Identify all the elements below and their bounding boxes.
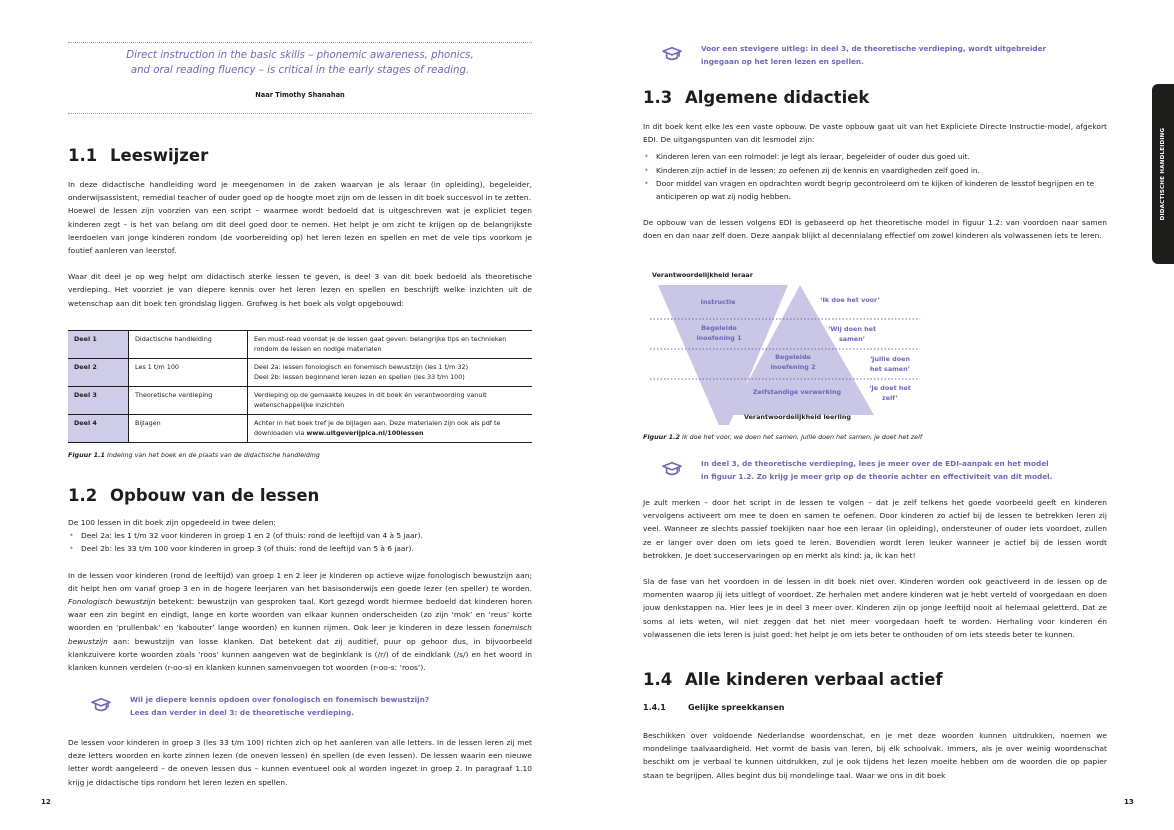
list-item-text: Deel 2b: les 33 t/m 100 voor kinderen in groep 3 (of thuis: rond de leeftijd van 5 à 6 jaar). (81, 544, 414, 554)
section-number: 1.2 (68, 486, 98, 505)
chapter-side-tab[interactable] (1152, 84, 1174, 264)
section-1-2-body-cont (68, 736, 532, 789)
graduation-cap-icon (661, 45, 683, 63)
section-1-1-body (68, 178, 532, 310)
phase-begeleide-inoefening-2: Begeleide inoefening 2 (770, 353, 816, 371)
cell-deel: Deel 4 (68, 415, 129, 443)
paragraph: In deze didactische handleiding word je meegenomen in de zaken waarvan je als leraar (in opleiding), begeleider, onderwijsassistent, remedial teacher of ouder goed op de hoogte moet zijn om de lessen in dit boek succesvol in te zetten. (68, 180, 532, 203)
caption-text: Ik doe het voor, we doen het samen, jullie doen het samen, je doet het zelf (681, 433, 923, 441)
section-1-3-body-cont (643, 496, 1107, 641)
paragraph: Je zult merken – door het script in de lessen te volgen – dat je zelf telkens het goede voorbeeld geeft en kinderen vervolgens activeert om mee te doen en samen te oefenen. Door kinderen zo actief bij de lessen te betrekken leren zij veel. Wanneer ze slechts passief toekijken naar hoe een leraar (in opleiding), ondersteuner of ouder iets voordoet, zullen ze er langer over doen om iets goed te leren. Bovendien wordt leren leuker wanneer je actief bij de lessen wordt betrokken. Je doet succeservaringen op en merkt als kind: ja, ik kan het! (643, 498, 1107, 560)
phase-begeleide-inoefening-1: Begeleide inoefening 1 (696, 324, 742, 342)
list-item (643, 177, 1107, 203)
edi-model-figure (650, 265, 920, 425)
phase-quote: ‘Jullie doen het samen’ (869, 355, 911, 373)
section-title: Opbouw van de lessen (110, 486, 320, 505)
subsection-number: 1.4.1 (643, 703, 666, 712)
tip-line: in figuur 1.2. Zo krijg je meer grip op de theorie achter en effectiviteit van dit model. (701, 471, 1053, 481)
list-item (643, 150, 1107, 163)
text: In de lessen voor kinderen (rond de leeftijd) van groep 1 en 2 leer je kinderen op actieve wijze fonologisch bewustzijn aan; dit helpt hen om vanaf groep 3 en in de hogere leerjaren van het basisonderwijs een goede lezer (en speller) te worden. (68, 570, 532, 593)
cell-name: Les 1 t/m 100 (129, 359, 248, 387)
table-row (68, 415, 532, 443)
caption-label: Figuur 1.2 (643, 433, 680, 441)
paragraph: Beschikken over voldoende Nederlandse woordenschat, en je met deze woorden kunnen uitdrukken, noemen we mondelinge taalvaardigheid. Het vormt de basis van leren, bij elk schoolvak. Immers, als je over weinig woordenschat beschikt om je verbaal te kunnen uitdrukken, zul je ook tijdens het lezen moeite hebben om de woorden die op papier staan te begrijpen. Alles begint dus bij mondelinge taal. Waar we ons in dit boek (643, 731, 1107, 780)
caption-text: Indeling van het boek en de plaats van de didactische handleiding (106, 451, 320, 459)
tip-line: Wil je diepere kennis opdoen over fonologisch en fonemisch bewustzijn? (130, 695, 430, 704)
subsection-title: Gelijke spreekkansen (688, 703, 785, 712)
bullet-list (643, 150, 1107, 203)
list-item (68, 542, 532, 555)
paragraph: Hoewel de lessen zijn voorzien van een script – waarmee wordt bedoeld dat is uitgeschreven wat je expliciet tegen kinderen zegt – is het van belang om dit deel goed door te nemen. Het helpt je om zicht te krijgen op de belangrijkste leerdoelen van jonge kinderen rondom (de voorbereiding op) het leren lezen en spellen en met de vele tips voorkom je foutief aanleren van leerstof. (68, 206, 532, 256)
cell-description (248, 359, 533, 387)
phase-quote: ‘Ik doe het voor’ (820, 296, 880, 304)
figure-bottom-label: Verantwoordelijkheid leerling (744, 413, 851, 421)
cell-description (248, 415, 533, 443)
table-row (68, 359, 532, 387)
quote-line: Direct instruction in the basic skills – phonemic awareness, phonics, (126, 50, 474, 61)
phase-quote: ‘Je doet het zelf’ (869, 384, 911, 402)
cell-name: Theoretische verdieping (129, 387, 248, 415)
tip-callout (701, 458, 1121, 483)
cell-description (248, 331, 533, 359)
paragraph: De 100 lessen in dit boek zijn opgedeeld in twee delen: (68, 518, 276, 527)
section-heading-1-1 (68, 146, 208, 165)
graduation-cap-icon (661, 460, 683, 478)
side-tab-label: DIDACTISCHE HANDLEIDING (1160, 127, 1166, 221)
section-number: 1.1 (68, 146, 98, 165)
paragraph: Waar dit deel je op weg helpt om didactisch sterke lessen te geven, is deel 3 van dit boek bedoeld als theoretische verdieping. Het voorziet je van diepere kennis over het leren lezen en spellen en beschrijft welke inzichten uit de wetenschap aan dit boek ten grondslag liggen. Grofweg is het boek als volgt opgebouwd: (68, 272, 532, 308)
tip-callout (130, 694, 530, 719)
subsection-heading-1-4-1 (643, 703, 784, 712)
bullet-list (68, 529, 532, 555)
bullet-icon: • (644, 152, 649, 162)
paragraph: Sla de fase van het voordoen in de lessen in dit boek niet over. Kinderen worden ook geactiveerd in de lessen op de momenten waarop jij iets uitlegt of voordoet. Ze herhalen met andere kinderen wat je hebt verteld of voorgedaan en doen jouw denkstappen na. Hier lees je in deel 3 meer over. Kinderen zijn op jonge leeftijd nooit al helemaal geletterd. Dat ze soms al iets weten, wil niet zeggen dat het niet meer voorgedaan hoeft te worden. Herhaling voor kinderen én volwassenen die iets leren is juist goed: het helpt je om iets beter te onthouden of om iets steeds beter te kunnen. (643, 577, 1107, 639)
cell-description (248, 387, 533, 415)
section-heading-1-3 (643, 88, 869, 107)
text: betekent: bewustzijn van gesproken taal. Kort gezegd wordt hiermee bedoeld dat kinderen horen waar een zin begint en eindigt, lange en korte woorden van elkaar kunnen onderscheiden (zo zijn ‘mok’ en ‘reus’ korte woorden en ‘prullenbak’ en ‘kabouter’ lange woorden) en kunnen rijmen. Ook leer je kinderen in deze lessen (68, 597, 532, 633)
bullet-icon: • (644, 165, 649, 175)
phase-instructie: Instructie (700, 298, 736, 306)
dotted-divider (68, 42, 532, 43)
section-title: Alle kinderen verbaal actief (685, 670, 943, 689)
cell-deel: Deel 1 (68, 331, 129, 359)
pull-quote (68, 49, 532, 78)
cell-deel: Deel 2 (68, 359, 129, 387)
cell-name: Didactische handleiding (129, 331, 248, 359)
figure-top-label: Verantwoordelijkheid leraar (652, 271, 753, 279)
text: aan: bewustzijn van losse klanken. Dat betekent dat zij auditief, puur op gehoor dus, in bijvoorbeeld klankzuivere korte woorden zoals ‘roos’ kunnen aangeven wat de beginklank is (/r/) of de eindklank (/s/) en het woord in klanken kunnen verdelen (r-oo-s) en klanken kunnen samenvoegen tot woorden (r-oo-s: ‘roos’). (68, 636, 532, 673)
section-1-2-body (68, 516, 532, 674)
list-item-text: Kinderen zijn actief in de lessen: zo oefenen zij de kennis en vaardigheden zelf goed in. (656, 165, 980, 175)
paragraph (68, 569, 532, 675)
emphasis: Fonologisch bewustzijn (68, 597, 156, 607)
list-item (68, 529, 532, 542)
section-1-3-body (643, 120, 1107, 243)
page-number: 13 (1124, 798, 1134, 806)
page-number: 12 (41, 798, 51, 806)
tip-line: Voor een stevigere uitleg: in deel 3, de theoretische verdieping, wordt uitgebreider (701, 44, 1047, 53)
section-1-4-body (643, 729, 1107, 782)
bullet-icon: • (644, 178, 649, 188)
description-text: Achter in het boek tref je de bijlagen aan. Deze materialen zijn ook als pdf te downloaden via (254, 419, 501, 437)
section-title: Leeswijzer (110, 146, 209, 165)
tip-line: In deel 3, de theoretische verdieping, lees je meer over de EDI-aanpak en het model (701, 459, 1049, 468)
emphasis: fonemisch bewustzijn (68, 623, 532, 646)
paragraph: De lessen voor kinderen in groep 3 (les 33 t/m 100) richten zich op het aanleren van alle letters. In de lessen leren zij met deze letters woorden en korte zinnen lezen (de oneven lessen) én spellen (de even lessen). De lessen waarin een nieuwe letter wordt aangeleerd – de oneven lessen dus – kunnen eventueel ook al worden ingezet in groep 2. In paragraaf 1.10 krijg je didactische tips rondom het leren lezen en spellen. (68, 738, 532, 787)
section-number: 1.4 (643, 670, 673, 689)
section-heading-1-2 (68, 486, 319, 505)
list-item-text: Door middel van vragen en opdrachten wordt begrip gecontroleerd om te kijken of kinderen de lesstof begrijpen en te anticiperen op wat zij nodig hebben. (656, 178, 1095, 202)
caption-label: Figuur 1.1 (68, 451, 105, 459)
description-text: Verdieping op de gemaakte keuzes in dit boek én verantwoording vanuit wetenschappelijke inzichten (254, 391, 487, 409)
description-text: Een must-read voordat je de lessen gaat geven: belangrijke tips en technieken rondom de lessen en nodige materialen (254, 335, 507, 353)
cell-name: Bijlagen (129, 415, 248, 443)
description-text: Deel 2a: lessen fonologisch en fonemisch bewustzijn (les 1 t/m 32) Deel 2b: lessen beginnend leren lezen en spellen (les 33 t/m 100) (254, 363, 469, 381)
table-row (68, 331, 532, 359)
quote-source: Naar Timothy Shanahan (255, 91, 345, 99)
bullet-icon: • (69, 544, 74, 554)
download-link[interactable]: www.uitgeverijpica.nl/100lessen (306, 428, 424, 437)
cell-deel: Deel 3 (68, 387, 129, 415)
list-item (643, 164, 1107, 177)
bullet-icon: • (69, 531, 74, 541)
figure-caption-1-2 (643, 433, 922, 441)
phase-quote: ‘Wij doen het samen’ (827, 325, 877, 343)
graduation-cap-icon (90, 696, 112, 714)
tip-callout (701, 43, 1121, 68)
tip-line: Lees dan verder in deel 3: de theoretische verdieping. (130, 707, 355, 717)
list-item-text: Kinderen leren van een rolmodel: je legt als leraar, begeleider of ouder dus goed uit. (656, 152, 970, 162)
book-structure-table (68, 330, 532, 443)
paragraph: De opbouw van de lessen volgens EDI is gebaseerd op het theoretische model in figuur 1.2: van voordoen naar samen doen en dan naar zelf doen. Deze aanpak blijkt al decennialang effectief om zowel kinderen als volwassenen iets te leren. (643, 218, 1107, 241)
section-number: 1.3 (643, 88, 673, 107)
tip-line: ingegaan op het leren lezen en spellen. (701, 56, 864, 66)
paragraph: In dit boek kent elke les een vaste opbouw. De vaste opbouw gaat uit van het Expliciete Directe Instructie-model, afgekort EDI. De uitgangspunten van dit lesmodel zijn: (643, 122, 1107, 145)
phase-zelfstandige-verwerking: Zelfstandige verwerking (752, 388, 842, 396)
quote-line: and oral reading fluency – is critical in the early stages of reading. (130, 64, 470, 76)
table-row (68, 387, 532, 415)
dotted-divider (68, 113, 532, 114)
list-item-text: Deel 2a: les 1 t/m 32 voor kinderen in groep 1 en 2 (of thuis: rond de leeftijd van 4 à 5 jaar). (81, 531, 423, 541)
figure-caption-1-1 (68, 451, 320, 459)
section-title: Algemene didactiek (685, 88, 870, 107)
section-heading-1-4 (643, 670, 943, 689)
